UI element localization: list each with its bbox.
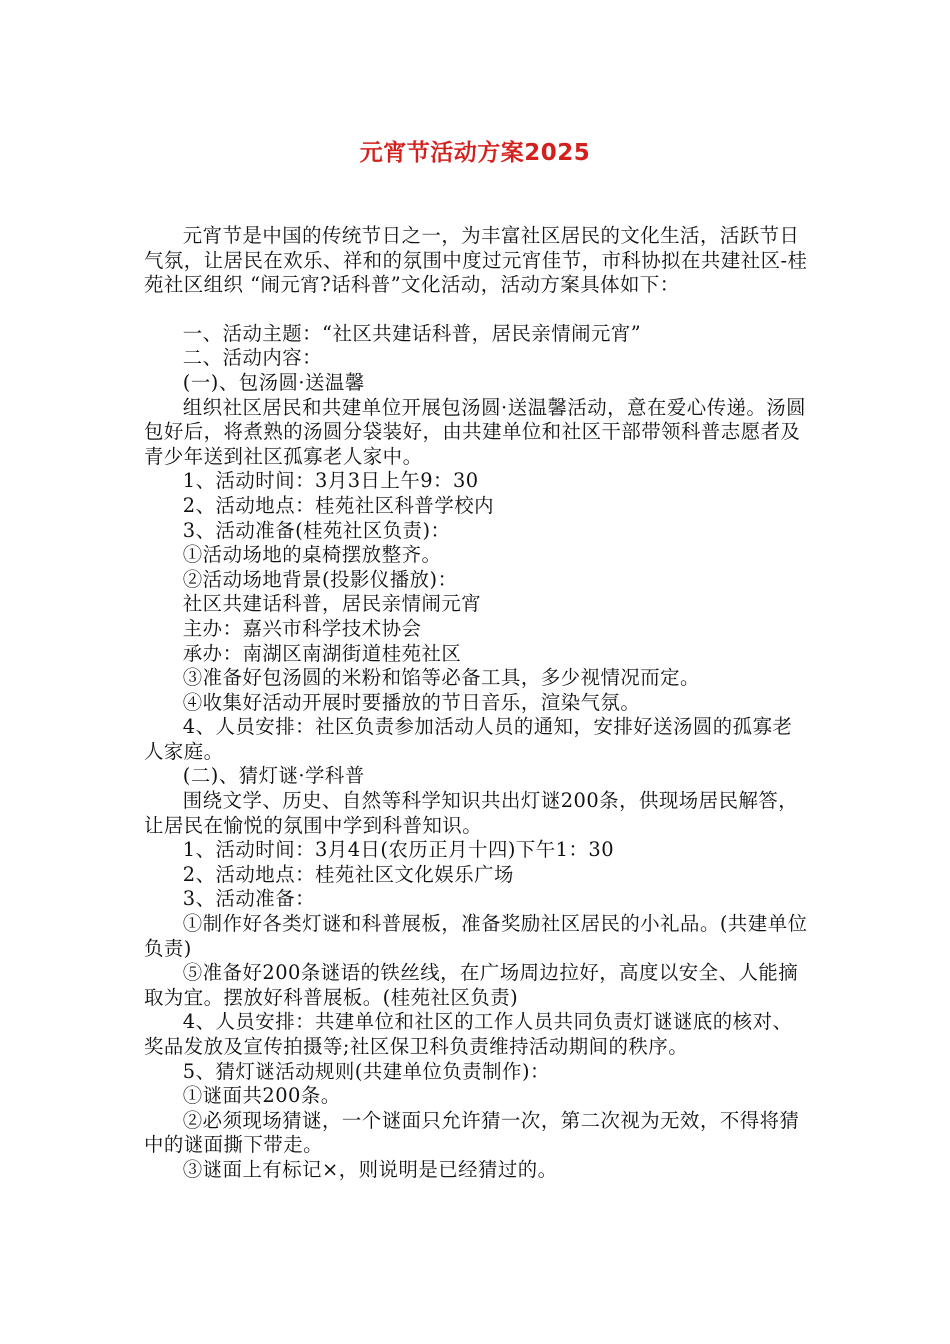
intro-paragraph: 元宵节是中国的传统节日之一，为丰富社区居民的文化生活，活跃节日气氛，让居民在欢乐、祥和的氛围中度过元宵佳节，市科协拟在共建社区-桂苑社区组织 “闹元宵?话科普”文化活动，活动方案具体如下： (144, 224, 808, 297)
paragraph-spacer (144, 298, 812, 322)
tangyuan-location: 2、活动地点：桂苑社区科普学校内 (182, 493, 494, 517)
tangyuan-prep-item: ③准备好包汤圆的米粉和馅等必备工具，多少视情况而定。 (182, 666, 700, 690)
riddles-prep-item: ⑤准备好200条谜语的铁丝线，在广场周边拉好，高度以安全、人能摘取为宜。摆放好科普展板。(桂苑社区负责) (144, 961, 799, 1009)
riddles-time: 1、活动时间：3月4日(农历正月十四)下午1：30 (182, 838, 615, 862)
riddles-preparation-heading: 3、活动准备： (182, 887, 315, 911)
riddles-rule-item: ②必须现场猜谜，一个谜面只允许猜一次，第二次视为无效，不得将猜中的谜面撕下带走。 (144, 1108, 800, 1157)
riddles-staffing: 4、人员安排：共建单位和社区的工作人员共同负责灯谜谜底的核对、奖品发放及宣传拍摄等;社区保卫科负责维持活动期间的秩序。 (144, 1010, 793, 1058)
tangyuan-description: 组织社区居民和共建单位开展包汤圆·送温馨活动，意在爱心传递。汤圆包好后，将煮熟的汤圆分袋装好，由共建单位和社区干部带领科普志愿者及青少年送到社区孤寡老人家中。 (144, 395, 807, 468)
subsection-tangyuan-heading: (一)、包汤圆·送温馨 (182, 370, 365, 394)
riddles-rules-heading: 5、猜灯谜活动规则(共建单位负责制作)： (182, 1059, 550, 1083)
riddles-location: 2、活动地点：桂苑社区文化娱乐广场 (182, 862, 514, 886)
subsection-riddles-heading: (二)、猜灯谜·学科普 (182, 764, 365, 788)
background-organizer: 主办：嘉兴市科学技术协会 (182, 616, 422, 640)
section-theme: 一、活动主题：“社区共建话科普，居民亲情闹元宵” (182, 321, 642, 345)
riddles-description: 围绕文学、历史、自然等科学知识共出灯谜200条，供现场居民解答，让居民在愉悦的氛围中学到科普知识。 (144, 789, 799, 837)
riddles-rule-item: ③谜面上有标记×，则说明是已经猜过的。 (182, 1157, 558, 1181)
tangyuan-staffing: 4、人员安排：社区负责参加活动人员的通知，安排好送汤圆的孤寡老人家庭。 (144, 715, 793, 763)
riddles-rule-item: ①谜面共200条。 (182, 1084, 341, 1108)
document-body (144, 224, 812, 1183)
tangyuan-time: 1、活动时间：3月3日上午9：30 (182, 469, 479, 493)
riddles-prep-item: ①制作好各类灯谜和科普展板，准备奖励社区居民的小礼品。(共建单位负责) (144, 912, 808, 960)
tangyuan-prep-item: ④收集好活动开展时要播放的节日音乐，渲染气氛。 (182, 690, 641, 714)
background-host: 承办：南湖区南湖街道桂苑社区 (182, 641, 462, 665)
section-content-heading: 二、活动内容： (182, 346, 323, 370)
background-slogan: 社区共建话科普，居民亲情闹元宵 (182, 592, 482, 616)
tangyuan-preparation-heading: 3、活动准备(桂苑社区负责)： (182, 518, 451, 542)
tangyuan-prep-item: ①活动场地的桌椅摆放整齐。 (182, 543, 442, 567)
document-title: 元宵节活动方案2025 (359, 140, 591, 166)
tangyuan-prep-item: ②活动场地背景(投影仪播放)： (182, 567, 458, 591)
